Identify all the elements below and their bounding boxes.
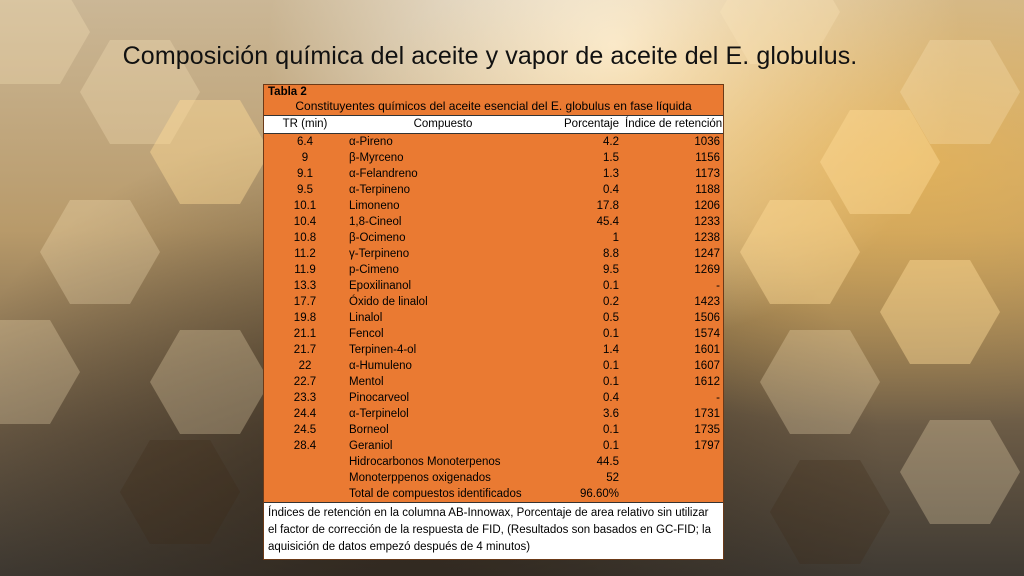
cell-retention-index: 1612 xyxy=(694,376,720,388)
table-row xyxy=(264,310,723,326)
table-row xyxy=(264,278,723,294)
table-row xyxy=(264,406,723,422)
table-row xyxy=(264,150,723,166)
cell-percentage: 52 xyxy=(606,472,619,484)
cell-retention-time: 6.4 xyxy=(297,136,313,148)
cell-percentage: 17.8 xyxy=(596,200,619,212)
cell-percentage: 0.1 xyxy=(603,280,619,292)
cell-retention-time xyxy=(264,454,346,470)
header-percentage: Porcentaje xyxy=(540,116,622,134)
cell-percentage: 0.4 xyxy=(603,184,619,196)
cell-retention-time: 21.7 xyxy=(293,344,317,356)
cell-retention-time: 9.1 xyxy=(297,168,313,180)
table-row xyxy=(264,390,723,406)
cell-retention-index: 1574 xyxy=(694,328,720,340)
cell-percentage: 1.5 xyxy=(603,152,619,164)
header-compound: Compuesto xyxy=(346,116,540,134)
hexagon-decoration xyxy=(770,460,890,564)
cell-retention-time: 13.3 xyxy=(293,280,317,292)
data-table-panel xyxy=(263,84,724,560)
cell-percentage: 45.4 xyxy=(596,216,619,228)
cell-percentage: 1.4 xyxy=(603,344,619,356)
cell-retention-time: 22.7 xyxy=(293,376,317,388)
cell-compound: Borneol xyxy=(349,424,389,436)
cell-retention-time: 10.8 xyxy=(293,232,317,244)
table-row xyxy=(264,182,723,198)
header-retention-time: TR (min) xyxy=(264,116,346,134)
cell-compound: α-Pireno xyxy=(349,136,393,148)
hexagon-decoration xyxy=(0,320,80,424)
header-retention-index: Índice de retención xyxy=(622,116,723,134)
cell-retention-time xyxy=(264,470,346,486)
cell-percentage: 0.2 xyxy=(603,296,619,308)
cell-percentage: 0.1 xyxy=(603,424,619,436)
cell-compound: Monoterppenos oxigenados xyxy=(349,472,491,484)
cell-retention-index: 1735 xyxy=(694,424,720,436)
cell-retention-time: 24.4 xyxy=(293,408,317,420)
cell-retention-time: 9.5 xyxy=(297,184,313,196)
cell-compound: α-Terpinelol xyxy=(349,408,409,420)
cell-retention-index: 1188 xyxy=(695,184,720,196)
cell-retention-time: 11.2 xyxy=(294,248,316,260)
cell-retention-time: 10.1 xyxy=(293,200,317,212)
cell-percentage: 4.2 xyxy=(603,136,619,148)
cell-retention-index: 1797 xyxy=(694,440,720,452)
hexagon-decoration xyxy=(150,330,270,434)
hexagon-decoration xyxy=(760,330,880,434)
cell-percentage: 3.6 xyxy=(603,408,619,420)
table-header-row xyxy=(264,116,723,134)
cell-percentage: 0.1 xyxy=(603,328,619,340)
cell-retention-time: 17.7 xyxy=(293,296,317,308)
table-row xyxy=(264,166,723,182)
cell-retention-time: 24.5 xyxy=(293,424,317,436)
cell-retention-index: - xyxy=(716,280,720,292)
cell-retention-index xyxy=(622,486,723,502)
cell-retention-index: 1607 xyxy=(694,360,720,372)
table-row xyxy=(264,214,723,230)
cell-compound: Fencol xyxy=(349,328,384,340)
cell-retention-index: 1233 xyxy=(694,216,720,228)
cell-retention-index: 1156 xyxy=(695,152,720,164)
table-row xyxy=(264,422,723,438)
table-row xyxy=(264,486,723,502)
cell-percentage: 8.8 xyxy=(603,248,619,260)
cell-compound: Pinocarveol xyxy=(349,392,410,404)
cell-percentage: 0.1 xyxy=(603,376,619,388)
cell-percentage: 0.4 xyxy=(603,392,619,404)
cell-retention-index: 1423 xyxy=(694,296,720,308)
cell-percentage: 0.1 xyxy=(603,360,619,372)
cell-compound: Terpinen-4-ol xyxy=(349,344,417,356)
table-row xyxy=(264,326,723,342)
cell-percentage: 0.5 xyxy=(603,312,619,324)
cell-retention-time: 22 xyxy=(298,360,312,372)
cell-percentage: 1 xyxy=(612,232,619,244)
cell-compound: β-Myrceno xyxy=(349,152,404,164)
cell-retention-index: 1238 xyxy=(694,232,720,244)
cell-percentage: 0.1 xyxy=(603,440,619,452)
cell-retention-index: 1269 xyxy=(694,264,720,276)
cell-compound: α-Humuleno xyxy=(349,360,412,372)
cell-retention-index: - xyxy=(716,392,720,404)
table-row xyxy=(264,230,723,246)
cell-compound: Limoneno xyxy=(349,200,400,212)
cell-compound: 1,8-Cineol xyxy=(349,216,402,228)
table-row xyxy=(264,262,723,278)
cell-compound: α-Terpineno xyxy=(349,184,410,196)
cell-retention-time: 23.3 xyxy=(293,392,317,404)
cell-retention-index: 1601 xyxy=(694,344,720,356)
table-row xyxy=(264,198,723,214)
table-row xyxy=(264,134,723,151)
cell-compound: Geraniol xyxy=(349,440,393,452)
cell-retention-time: 11.9 xyxy=(294,264,316,276)
cell-compound: γ-Terpineno xyxy=(349,248,410,260)
cell-compound: Total de compuestos identificados xyxy=(349,488,522,500)
table-row xyxy=(264,454,723,470)
cell-retention-time: 19.8 xyxy=(293,312,317,324)
cell-retention-time: 10.4 xyxy=(293,216,317,228)
table-row xyxy=(264,246,723,262)
cell-percentage: 9.5 xyxy=(603,264,619,276)
cell-retention-time: 9 xyxy=(301,152,309,164)
hexagon-decoration xyxy=(900,420,1020,524)
cell-compound: Hidrocarbonos Monoterpenos xyxy=(349,456,501,468)
cell-compound: Mentol xyxy=(349,376,384,388)
cell-retention-index xyxy=(622,470,723,486)
cell-retention-index: 1506 xyxy=(694,312,720,324)
hexagon-decoration xyxy=(740,200,860,304)
cell-compound: Óxido de linalol xyxy=(349,296,428,308)
table-footnote: Índices de retención en la columna AB-Innowax, Porcentaje de area relativo sin utilizar el factor de corrección de la respuesta de FID, (Resultados son basados en GC-FID; la aquisición de datos empezó después de 4 minutos) xyxy=(264,502,723,559)
table-row xyxy=(264,470,723,486)
cell-percentage: 1.3 xyxy=(603,168,619,180)
cell-retention-time: 28.4 xyxy=(293,440,317,452)
hexagon-decoration xyxy=(40,200,160,304)
cell-compound: Epoxilinanol xyxy=(349,280,412,292)
table-caption xyxy=(264,85,723,115)
table-row xyxy=(264,438,723,454)
compound-table xyxy=(264,115,723,502)
cell-retention-index: 1036 xyxy=(694,136,720,148)
table-row xyxy=(264,358,723,374)
table-subtitle: Constituyentes químicos del aceite esencial del E. globulus en fase líquida xyxy=(295,99,692,113)
cell-retention-time: 21.1 xyxy=(293,328,317,340)
cell-compound: α-Felandreno xyxy=(349,168,418,180)
slide-title: Composición química del aceite y vapor de aceite del E. globulus. xyxy=(122,42,858,70)
hexagon-decoration xyxy=(120,440,240,544)
cell-retention-index: 1173 xyxy=(695,168,720,180)
hexagon-decoration xyxy=(880,260,1000,364)
cell-retention-index xyxy=(622,454,723,470)
table-label: Tabla 2 xyxy=(268,86,307,98)
table-row xyxy=(264,374,723,390)
cell-percentage: 44.5 xyxy=(596,456,619,468)
table-row xyxy=(264,294,723,310)
table-row xyxy=(264,342,723,358)
cell-retention-index: 1731 xyxy=(694,408,720,420)
cell-retention-time xyxy=(264,486,346,502)
cell-retention-index: 1206 xyxy=(694,200,720,212)
cell-compound: β-Ocimeno xyxy=(349,232,406,244)
cell-compound: Linalol xyxy=(349,312,383,324)
cell-percentage: 96.60% xyxy=(579,488,619,500)
cell-retention-index: 1247 xyxy=(694,248,720,260)
cell-compound: p-Cimeno xyxy=(349,264,399,276)
